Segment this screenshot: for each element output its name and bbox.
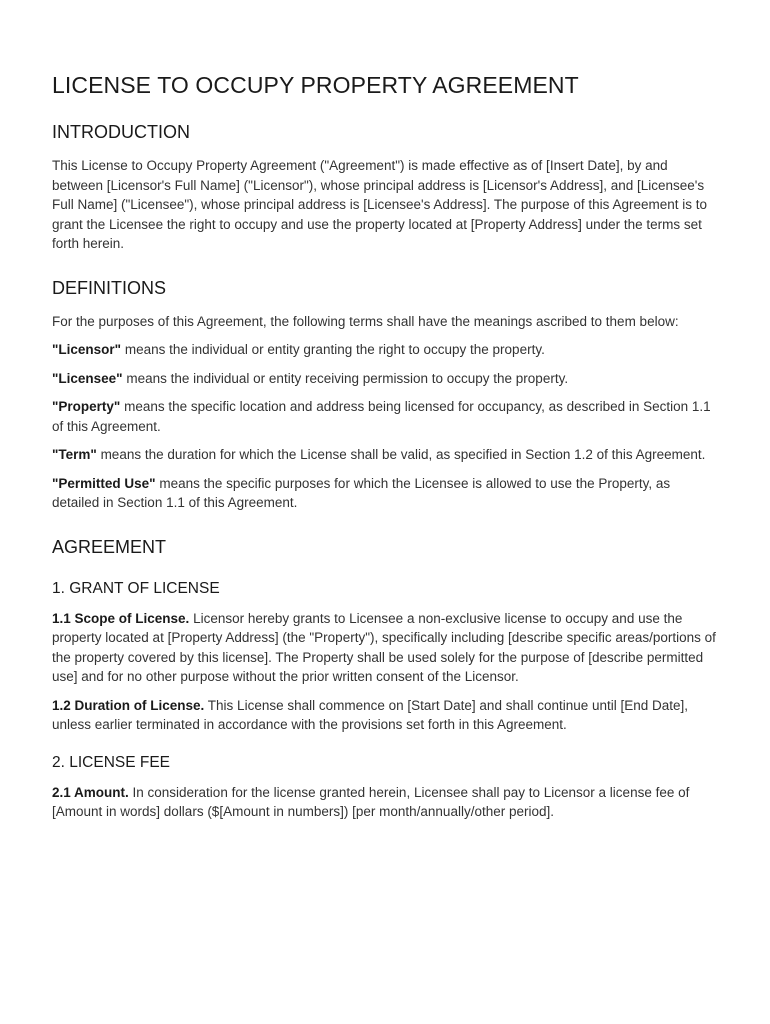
definition-term: "Property" — [52, 399, 121, 414]
definitions-intro: For the purposes of this Agreement, the following terms shall have the meanings ascribed to them below: — [52, 313, 679, 329]
definition-item — [52, 340, 716, 360]
definition-text: means the individual or entity granting the right to occupy the property. — [121, 342, 545, 357]
clause — [52, 609, 716, 687]
clause-text: Licensor hereby grants to Licensee a non-exclusive license to occupy and use the property located at [Property Address] (the "Property"), specifically including [describe specific areas/portions of the property covered by this license]. The Property shall be used solely for the purpose of [describe permitted use] and for no other purpose without the prior written consent of the Licensor. — [52, 610, 716, 684]
document-title: LICENSE TO OCCUPY PROPERTY AGREEMENT — [52, 72, 579, 98]
definition-item — [52, 369, 716, 389]
definition-term: "Permitted Use" — [52, 475, 156, 491]
section-heading: 1. GRANT OF LICENSE — [52, 579, 220, 597]
definition-text: means the specific purposes for which the Licensee is allowed to use the Property, as detailed in Section 1.1 of this Agreement. — [52, 475, 671, 510]
introduction-text: This License to Occupy Property Agreement ("Agreement") is made effective as of [Insert Date], by and between [Licensor's Full Name] ("Licensor"), whose principal address is [Licensor's Address], and [Licensee's Full Name] ("Licensee"), whose principal address is [Licensee's Address]. The purpose of this Agreement is to grant the Licensee the right to occupy and use the property located at [Property Address] under the terms set forth herein. — [52, 158, 707, 251]
section-heading: 2. LICENSE FEE — [52, 753, 171, 771]
agreement-heading: AGREEMENT — [52, 536, 167, 557]
definition-term: "Term" — [52, 447, 97, 462]
definitions-heading: DEFINITIONS — [52, 277, 167, 298]
definition-term: "Licensor" — [52, 342, 122, 357]
license-fee-section — [52, 753, 716, 822]
grant-of-license-section — [52, 579, 716, 735]
definition-item — [52, 445, 716, 465]
clause-text: This License shall commence on [Start Date] and shall continue until [End Date], unless earlier terminated in accordance with the provisions set forth in this Agreement. — [52, 697, 689, 732]
clause-label: 1.1 Scope of License. — [52, 610, 190, 626]
clause — [52, 783, 716, 822]
definition-item — [52, 397, 716, 436]
definitions-section — [52, 276, 716, 513]
clause-label: 1.2 Duration of License. — [52, 697, 205, 713]
clause-label: 2.1 Amount. — [52, 784, 129, 800]
definition-text: means the specific location and address being licensed for occupancy, as described in Section 1.1 of this Agreement. — [52, 399, 711, 434]
definition-term: "Licensee" — [52, 370, 123, 386]
introduction-section — [52, 120, 716, 254]
definition-text: means the individual or entity receiving permission to occupy the property. — [122, 370, 569, 386]
definition-text: means the duration for which the License shall be valid, as specified in Section 1.2 of this Agreement. — [96, 447, 706, 462]
introduction-heading: INTRODUCTION — [52, 122, 190, 142]
definition-item — [52, 474, 716, 513]
clause-text: In consideration for the license granted herein, Licensee shall pay to Licensor a license fee of [Amount in words] dollars ($[Amount in numbers]) [per month/annually/other period]. — [52, 784, 690, 819]
agreement-section — [52, 535, 716, 822]
clause — [52, 696, 716, 735]
